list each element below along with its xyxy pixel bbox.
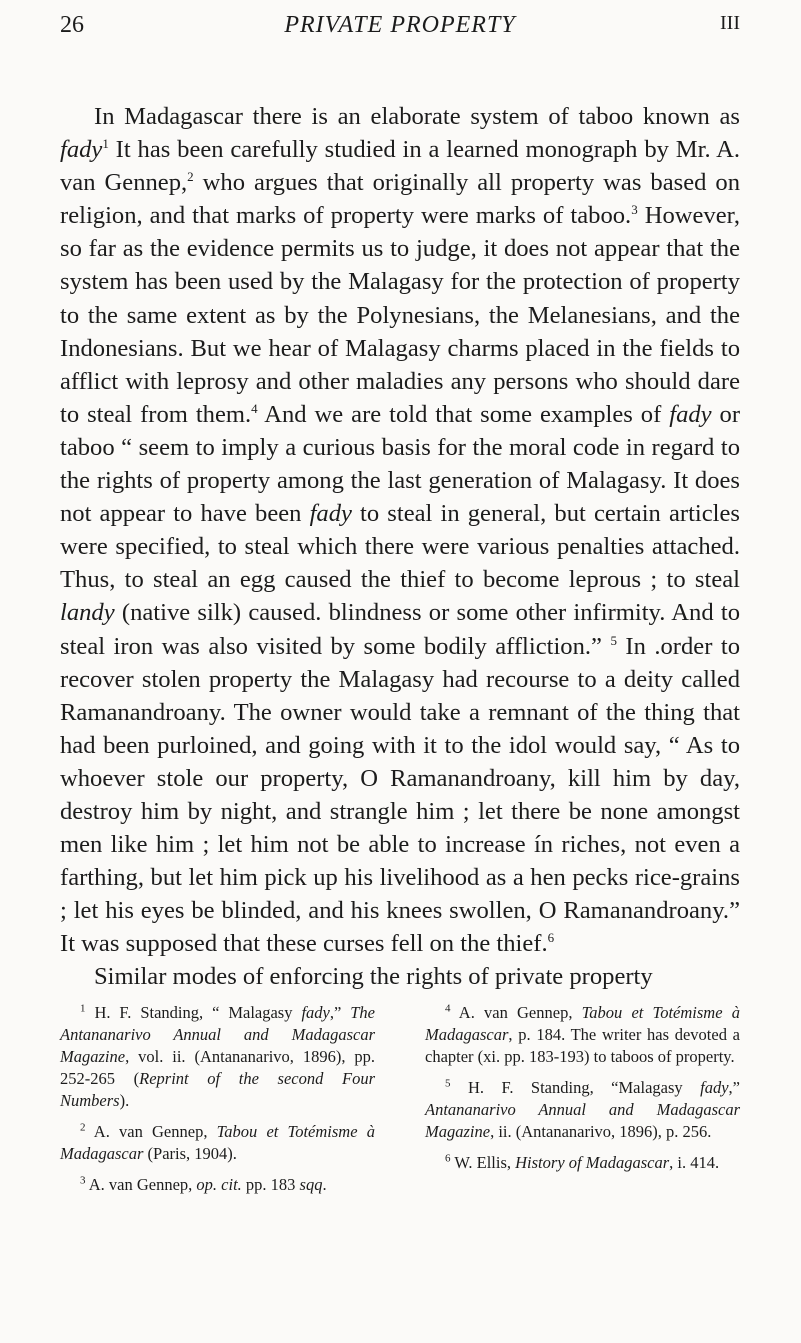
footnote-6: $^6$ W. Ellis, History of Madagascar, i. 414. (445, 1152, 720, 1172)
page-number: 26 (60, 12, 84, 38)
footnote-ref: 1 (102, 135, 109, 151)
paragraph: Similar modes of enforcing the rights of private property (94, 963, 653, 991)
chapter-number: III (720, 12, 740, 34)
running-title: PRIVATE PROPERTY (284, 12, 516, 38)
footnote-1: $^1$ H. F. Standing, “ Malagasy fady,” The Antananarivo Annual and Madagascar Magazine, vol. ii. (Antananarivo, 1896), pp. 252-265 (Reprint of the second Four Numbers). (60, 1002, 375, 1110)
footnote-4: $^4$ A. van Gennep, Tabou et Totémisme à Madagascar, p. 184. The writer has devoted a chapter (xi. pp. 183-193) to taboos of property. (425, 1002, 740, 1066)
main-text (60, 100, 740, 994)
footnote-column-left (60, 1002, 375, 1205)
footnote-2: $^2$ A. van Gennep, Tabou et Totémisme à Madagascar (Paris, 1904). (60, 1121, 375, 1163)
running-header (60, 12, 740, 48)
footnote-5: $^5$ H. F. Standing, “Malagasy fady,” Antananarivo Annual and Madagascar Magazine, ii. (Antananarivo, 1896), p. 256. (425, 1077, 740, 1141)
paragraph: In Madagascar there is an elaborate system of taboo known as fady$^1$ It has been carefully studied in a learned monograph by Mr. A. van Gennep,$^2$ who argues that originally all property was based on religion, and that marks of property were marks of taboo.$^3$ However, so far as the evidence permits us to judge, it does not appear that the system has been used by the Malagasy for the protection of property to the same extent as by the Polynesians, the Melanesians, and the Indonesians. But we hear of Malagasy charms placed in the fields to afflict with leprosy and other maladies any persons who should dare to steal from them.$^4$ And we are told that some examples of fady or taboo “ seem to imply a curious basis for the moral code in regard to the rights of property among the last generation of Malagasy. It does not appear to have been fady to steal in general, but certain articles were specified, to steal which there were various penalties attached. Thus, to steal an egg caused the thief to become leprous ; to steal landy (native silk) caused. blindness or some other infirmity. And to steal iron was also visited by some bodily affliction.” $^5$ In .order to recover stolen property the Malagasy had recourse to a deity called Ramanandroany. The owner would take a remnant of the thing that had been purloined, and going with it to the idol would say, “ As to whoever stole our property, O Ramanandroany, kill him by day, destroy him by night, and strangle him ; let there be none amongst men like him ; let him not be able to increase ín riches, not even a farthing, but let him pick up his livelihood as a hen pecks rice-grains ; let his eyes be blinded, and his knees swollen, O Ramanandroany.” It was supposed that these curses fell on the thief.$^6$ (60, 103, 741, 958)
footnote-3: $^3$ A. van Gennep, op. cit. pp. 183 sqq. (80, 1174, 327, 1194)
footnote-ref: 2 (187, 169, 194, 184)
footnote-ref: 3 (631, 202, 638, 218)
footnote-ref: 6 (547, 930, 555, 946)
footnote-ref: 4 (251, 400, 258, 416)
footnote-column-right (425, 1002, 740, 1183)
footnote-ref: 5 (610, 632, 617, 648)
